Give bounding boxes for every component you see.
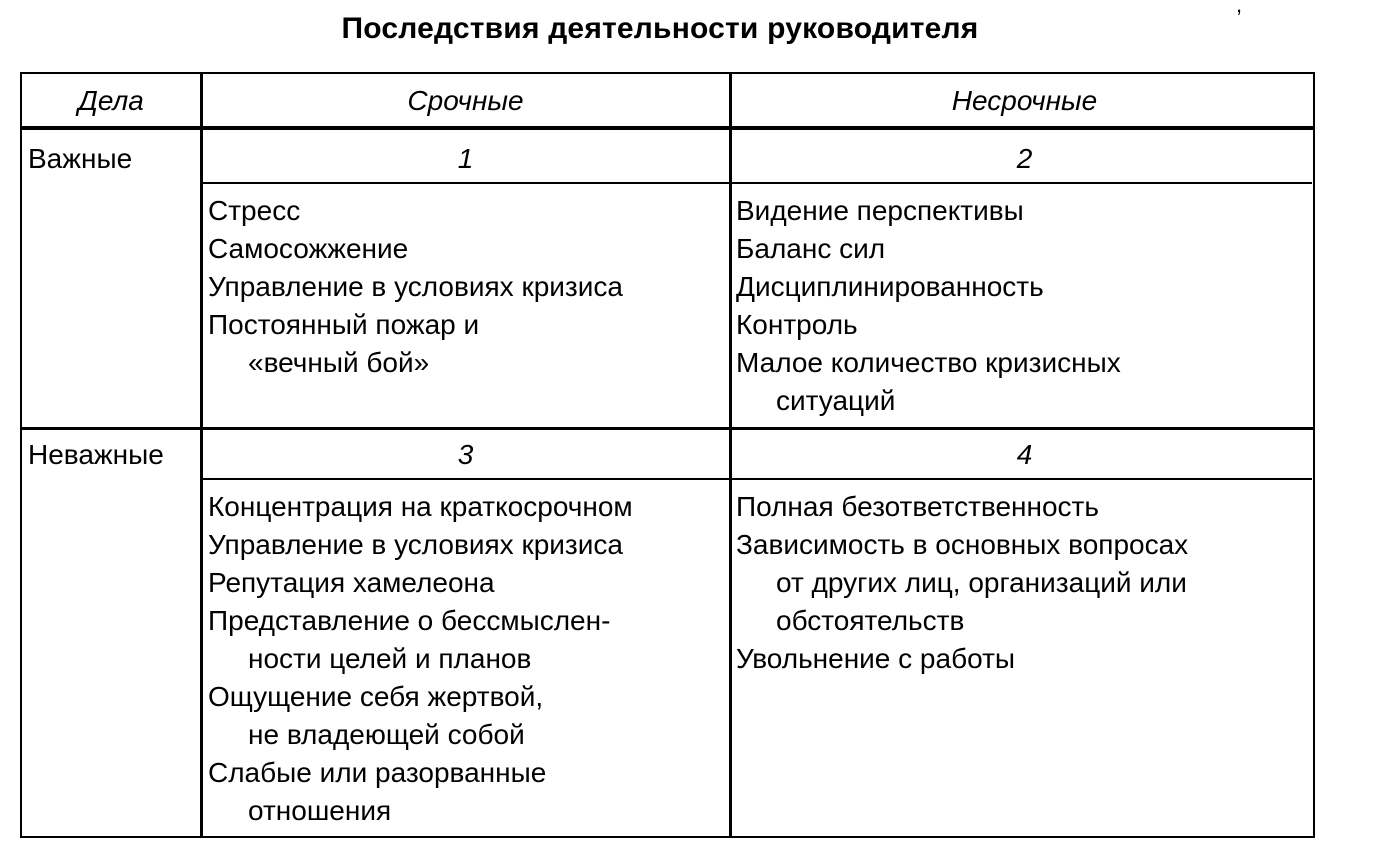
list-item: Баланс сил: [736, 233, 886, 264]
row-label-unimportant: Неважные: [28, 439, 164, 470]
list-item: Дисциплинированность: [736, 271, 1044, 302]
row-divider: [22, 427, 1313, 430]
important-number-divider: [202, 182, 1312, 184]
list-item: Зависимость в основных вопросах: [736, 529, 1189, 560]
list-item: Увольнение с работы: [736, 643, 1016, 674]
quadrant-1-list: [208, 192, 623, 382]
quadrant-4-list: [736, 488, 1188, 678]
list-item: Ощущение себя жертвой,: [208, 681, 544, 712]
quadrant-number-2: 2: [1016, 143, 1033, 174]
page-title: Последствия деятельности руководителя: [341, 12, 979, 45]
list-item: Представление о бессмыслен-: [208, 605, 611, 636]
list-item: от других лиц, организаций или: [776, 567, 1187, 598]
row-label-important: Важные: [28, 143, 133, 174]
list-item: Управление в условиях кризиса: [208, 271, 623, 302]
list-item: Постоянный пожар и: [208, 309, 480, 340]
list-item: Репутация хамелеона: [208, 567, 495, 598]
list-item: Слабые или разорванные: [208, 757, 547, 788]
list-item: Самосожжение: [208, 233, 409, 264]
list-item: не владеющей собой: [248, 719, 525, 750]
header-urgent: Срочные: [407, 85, 524, 116]
list-item: Малое количество кризисных: [736, 347, 1121, 378]
list-item: ности целей и планов: [248, 643, 532, 674]
quadrant-number-4: 4: [1016, 439, 1033, 470]
list-item: ситуаций: [776, 385, 896, 416]
list-item: отношения: [248, 795, 392, 826]
list-item: Полная безответственность: [736, 491, 1099, 522]
header-divider: [22, 126, 1313, 130]
list-item: Стресс: [208, 195, 301, 226]
header-cases: Дела: [78, 85, 144, 116]
list-item: обстоятельств: [776, 605, 965, 636]
header-not-urgent: Несрочные: [951, 85, 1098, 116]
list-item: Концентрация на краткосрочном: [208, 491, 633, 522]
list-item: Управление в условиях кризиса: [208, 529, 623, 560]
consequences-table: [20, 72, 1315, 838]
list-item: Видение перспективы: [736, 195, 1024, 226]
list-item: Контроль: [736, 309, 858, 340]
list-item: «вечный бой»: [248, 347, 430, 378]
quadrant-number-3: 3: [457, 439, 474, 470]
corner-mark: ,: [1236, 0, 1243, 17]
quadrant-number-1: 1: [457, 143, 474, 174]
quadrant-3-list: [208, 488, 633, 830]
quadrant-2-list: [736, 192, 1121, 420]
unimportant-number-divider: [202, 478, 1312, 480]
